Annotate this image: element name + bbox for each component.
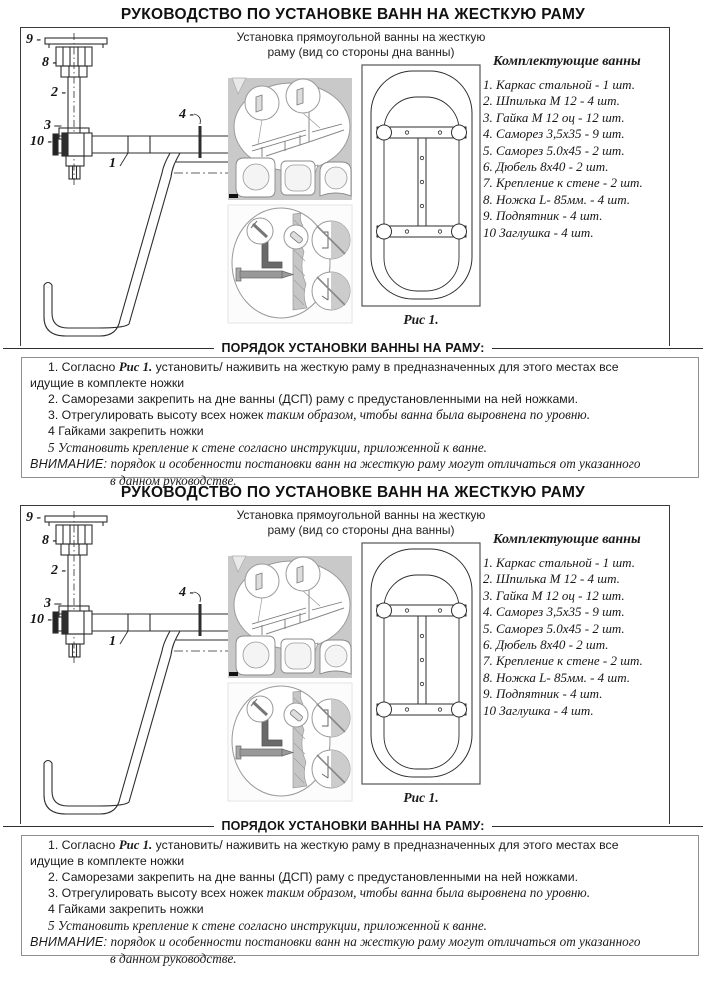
warning-note bbox=[22, 934, 698, 951]
parts-item: 7. Крепление к стене - 2 шт. bbox=[483, 653, 643, 669]
callout-4-screw: 4 - bbox=[179, 585, 195, 600]
callout-9-foot-pad: 9 - bbox=[26, 32, 42, 47]
warning-text: порядок и особенности постановки ванн на жесткую раму могут отличаться от указанного bbox=[107, 455, 641, 471]
divider-line-left bbox=[3, 348, 214, 349]
parts-item: 9. Подпятник - 4 шт. bbox=[483, 686, 603, 702]
procedure-step-4: 4 Гайками закрепить ножки bbox=[48, 902, 204, 917]
subtitle-line1: Установка прямоугольной ванны на жесткую bbox=[236, 508, 486, 522]
frame-top-view-figure bbox=[362, 543, 480, 784]
page-title: РУКОВОДСТВО ПО УСТАНОВКЕ ВАНН НА ЖЕСТКУЮ РАМУ bbox=[120, 6, 586, 23]
figure-caption: Рис 1. bbox=[403, 312, 439, 327]
figure-caption: Рис 1. bbox=[403, 790, 439, 805]
callout-8-leg: 8 - bbox=[42, 55, 58, 70]
parts-item: 4. Саморез 3,5х35 - 9 шт. bbox=[483, 604, 625, 620]
callout-2-stud: 2 - bbox=[51, 85, 67, 100]
parts-item: 3. Гайка М 12 оц - 12 шт. bbox=[483, 587, 625, 603]
procedure-step-3 bbox=[22, 407, 698, 424]
diagram-panel bbox=[20, 27, 670, 346]
procedure-panel bbox=[21, 835, 699, 966]
callout-3-nut: 3 – bbox=[44, 596, 62, 611]
warning-note-continuation: в данном руководстве. bbox=[110, 950, 237, 966]
parts-item: 3. Гайка М 12 оц - 12 шт. bbox=[483, 109, 625, 125]
procedure-step-5: 5 Установить крепление к стене согласно инструкции, приложенной к ванне. bbox=[48, 439, 487, 455]
parts-item: 1. Каркас стальной - 1 шт. bbox=[483, 555, 635, 570]
wall-mount-illustration-top bbox=[228, 556, 352, 678]
frame-top-view-figure bbox=[362, 65, 480, 306]
callout-2-stud: 2 - bbox=[51, 563, 67, 578]
parts-item: 10 Заглушка - 4 шт. bbox=[483, 224, 594, 240]
parts-item: 5. Саморез 5.0х45 - 2 шт. bbox=[483, 620, 625, 636]
parts-item: 4. Саморез 3,5х35 - 9 шт. bbox=[483, 126, 625, 142]
parts-item: 7. Крепление к стене - 2 шт. bbox=[483, 175, 643, 191]
step3-emphasis: таким образом, чтобы ванна была выровнена по уровню. bbox=[266, 407, 590, 423]
step1-text-cont: установить/ наживить на жесткую раму в предназначенных для этого местах все bbox=[152, 360, 619, 374]
procedure-step-1 bbox=[22, 836, 698, 854]
wall-mount-illustration-bottom bbox=[228, 205, 352, 323]
callout-9-foot-pad: 9 - bbox=[26, 510, 42, 525]
callout-1-frame: 1 bbox=[109, 156, 116, 171]
step1-text-cont: установить/ наживить на жесткую раму в предназначенных для этого местах все bbox=[152, 838, 619, 852]
page-title: РУКОВОДСТВО ПО УСТАНОВКЕ ВАНН НА ЖЕСТКУЮ РАМУ bbox=[120, 484, 586, 501]
parts-item: 1. Каркас стальной - 1 шт. bbox=[483, 77, 635, 92]
diagram-panel bbox=[20, 505, 670, 824]
parts-item: 8. Ножка L- 85мм. - 4 шт. bbox=[483, 191, 631, 207]
procedure-heading: ПОРЯДОК УСТАНОВКИ ВАННЫ НА РАМУ: bbox=[221, 341, 485, 355]
procedure-step-2: 2. Саморезами закрепить на дне ванны (ДСП) раму с предустановленными на ней ножками. bbox=[48, 391, 579, 406]
parts-item: 2. Шпилька М 12 - 4 шт. bbox=[483, 571, 620, 587]
callout-3-nut: 3 – bbox=[44, 118, 62, 133]
procedure-step-1-continuation: идущие в комплекте ножки bbox=[30, 853, 185, 868]
wall-mount-illustration-top bbox=[228, 78, 352, 200]
procedure-heading: ПОРЯДОК УСТАНОВКИ ВАННЫ НА РАМУ: bbox=[221, 819, 485, 833]
parts-list bbox=[483, 54, 675, 241]
parts-item: 2. Шпилька М 12 - 4 шт. bbox=[483, 93, 620, 109]
divider-line-right bbox=[492, 348, 703, 349]
procedure-step-1 bbox=[22, 358, 698, 376]
procedure-step-4: 4 Гайками закрепить ножки bbox=[48, 424, 204, 439]
procedure-step-5: 5 Установить крепление к стене согласно инструкции, приложенной к ванне. bbox=[48, 917, 487, 933]
procedure-step-1-continuation: идущие в комплекте ножки bbox=[30, 375, 185, 390]
step1-text: 1. Согласно bbox=[48, 360, 119, 374]
warning-label: ВНИМАНИЕ: bbox=[30, 934, 108, 949]
manual-section bbox=[0, 478, 706, 966]
parts-item: 10 Заглушка - 4 шт. bbox=[483, 702, 594, 718]
step1-figure-reference: Рис 1. bbox=[118, 838, 153, 852]
warning-note bbox=[22, 456, 698, 473]
warning-text: порядок и особенности постановки ванн на жесткую раму могут отличаться от указанного bbox=[107, 933, 641, 949]
parts-item: 5. Саморез 5.0х45 - 2 шт. bbox=[483, 142, 625, 158]
warning-note-continuation: в данном руководстве. bbox=[110, 472, 237, 488]
divider-line-left bbox=[3, 826, 214, 827]
step3-text: 3. Отрегулировать высоту всех ножек bbox=[48, 886, 267, 901]
subtitle-line1: Установка прямоугольной ванны на жесткую bbox=[236, 30, 486, 44]
parts-list-title: Комплектующие ванны bbox=[493, 532, 641, 547]
leg-assembly-drawing bbox=[44, 511, 246, 814]
callout-10-plug: 10 - bbox=[30, 134, 53, 149]
subtitle-line2: раму (вид со стороны дна ванны) bbox=[267, 523, 455, 537]
step1-text: 1. Согласно bbox=[48, 838, 119, 852]
callout-4-screw: 4 - bbox=[179, 107, 195, 122]
procedure-step-2: 2. Саморезами закрепить на дне ванны (ДСП) раму с предустановленными на ней ножками. bbox=[48, 869, 579, 884]
leg-assembly-drawing bbox=[44, 33, 246, 336]
step3-emphasis: таким образом, чтобы ванна была выровнена по уровню. bbox=[266, 885, 590, 901]
manual-section bbox=[0, 0, 706, 488]
procedure-heading-divider bbox=[3, 341, 703, 355]
parts-list-title: Комплектующие ванны bbox=[493, 54, 641, 69]
subtitle-line2: раму (вид со стороны дна ванны) bbox=[267, 45, 455, 59]
step1-figure-reference: Рис 1. bbox=[118, 360, 153, 374]
parts-item: 8. Ножка L- 85мм. - 4 шт. bbox=[483, 669, 631, 685]
step3-text: 3. Отрегулировать высоту всех ножек bbox=[48, 408, 267, 423]
procedure-panel bbox=[21, 357, 699, 488]
parts-list bbox=[483, 532, 675, 719]
warning-label: ВНИМАНИЕ: bbox=[30, 456, 108, 471]
procedure-heading-divider bbox=[3, 819, 703, 833]
callout-8-leg: 8 - bbox=[42, 533, 58, 548]
wall-mount-illustration-bottom bbox=[228, 683, 352, 801]
procedure-step-3 bbox=[22, 885, 698, 902]
parts-item: 6. Дюбель 8х40 - 2 шт. bbox=[483, 637, 609, 653]
divider-line-right bbox=[492, 826, 703, 827]
parts-item: 9. Подпятник - 4 шт. bbox=[483, 208, 603, 224]
callout-1-frame: 1 bbox=[109, 634, 116, 649]
callout-10-plug: 10 - bbox=[30, 612, 53, 627]
parts-item: 6. Дюбель 8х40 - 2 шт. bbox=[483, 159, 609, 175]
